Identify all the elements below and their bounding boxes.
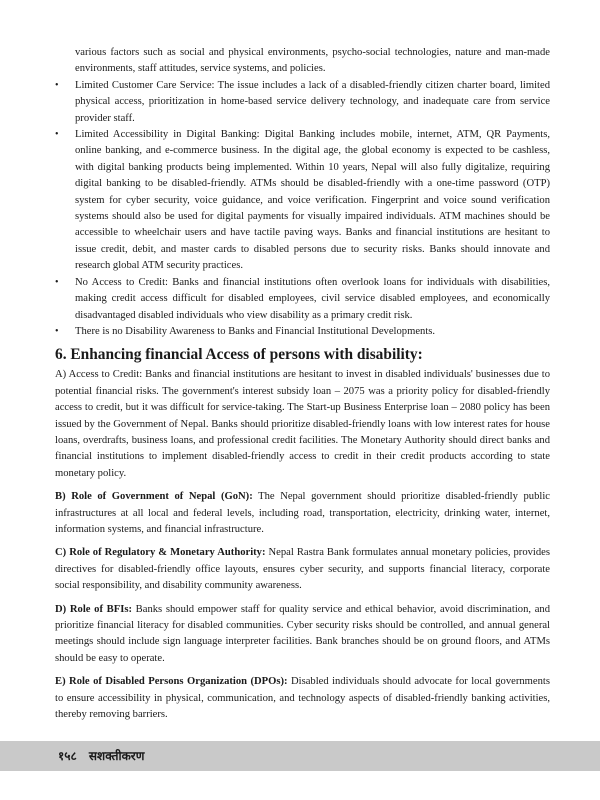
page-body (55, 45, 550, 723)
paragraph-text: Nepal Rastra Bank formulates annual monetary policies, provides directives for disabled-friendly office layouts, ensures cyber security, and supports financial literacy, corporate social responsibility, and disability community awareness. (55, 547, 550, 592)
paragraph-role-of-dpos (55, 674, 550, 723)
footer-text (58, 747, 152, 764)
paragraph-role-of-bfis (55, 602, 550, 668)
page-number: १५८ (58, 749, 77, 763)
list-item (55, 78, 550, 127)
list-item-text: Limited Customer Care Service: The issue includes a lack of a disabled-friendly citizen charter board, limited physical access, prioritization in home-based service delivery technology, and inadequate care from service provider staff. (75, 79, 550, 124)
intro-continuation: various factors such as social and physical environments, psycho-social technologies, nature and man-made environments, staff attitudes, service systems, and policies. (75, 47, 550, 75)
list-item (55, 127, 550, 275)
paragraph-label: B) Role of Government of Nepal (GoN): (55, 491, 253, 503)
paragraph-text: Banks should empower staff for quality service and ethical behavior, avoid discrimination, and prioritize financial literacy for disabled communities. Cyber security risks should be controlled, and annual general meetings should include sign language interpreter facilities. Bank branches should be on ground floors, and ATMs should be easy to operate. (55, 603, 550, 664)
section-heading: 6. Enhancing financial Access of persons with disability: (55, 346, 423, 364)
paragraph-label: D) Role of BFIs: (55, 603, 132, 615)
list-item-text: There is no Disability Awareness to Banks and Financial Institutional Developments. (75, 325, 436, 337)
bullet-icon: • (55, 129, 59, 141)
bullet-icon: • (55, 276, 59, 288)
bullet-icon: • (55, 79, 59, 91)
list-item-text: No Access to Credit: Banks and financial institutions often overlook loans for individuals with disabilities, making credit access difficult for disabled employees, civil service disabled employees, and economically disadvantaged disabled individuals who view disability as a primary credit risk. (75, 276, 550, 321)
paragraph-role-of-government (55, 489, 550, 538)
list-item (55, 275, 550, 324)
paragraph-role-of-regulatory-authority (55, 545, 550, 594)
paragraph-label: E) Role of Disabled Persons Organization (DPOs): (55, 676, 288, 688)
bullet-icon: • (55, 325, 59, 337)
paragraph-label: C) Role of Regulatory & Monetary Authority: (55, 547, 266, 559)
paragraph-access-to-credit: A) Access to Credit: Banks and financial institutions are hesitant to invest in disabled individuals' businesses due to potential financial risks. The government's interest subsidy loan – 2075 was a priority policy for disabled-friendly access to credit, but it was difficult for service-taking. The Start-up Business Enterprise loan – 2080 policy has been issued by the Government of Nepal. Banks should prioritize disabled-friendly loans with low interest rates for house loans, overdrafts, business loans, and professional credit facilities. The Monetary Authority should direct banks and financial institutions to implement disabled-friendly access to credit in their credit products according to state monetary policy. (55, 369, 550, 479)
paragraph-text: The Nepal government should prioritize disabled-friendly public infrastructures at all local and federal levels, including road, transportation, electricity, drinking water, internet, information systems, and financial infrastructure. (55, 491, 550, 535)
publication-name: सशक्तीकरण (88, 749, 145, 763)
paragraph-text: Disabled individuals should advocate for local governments to ensure accessibility in physical, communication, and technology aspects of disabled-friendly banking activities, thereby removing barriers. (55, 676, 550, 721)
list-item (55, 324, 550, 340)
page-footer (0, 741, 600, 771)
list-item-text: Limited Accessibility in Digital Banking: Digital Banking includes mobile, internet, ATM, QR Payments, online banking, and e-commerce business. In the digital age, the global economy is expected to be cashless, with digital banking products being implemented. Within 10 years, Nepal will also fully digitalize, requiring digital banking to be disabled-friendly. ATMs should be disabled-friendly with a one-time password (OTP) system for cyber security, voice guidance, and voice verification. Fingerprint and voice sound verification systems should also be used for digital payments for visually impaired individuals. ATM machines should be accessible to wheelchair users and have tactile paving ways. Banks and financial institutions are hesitant to issue credit, debit, and master cards to disabled persons due to security risks. Banks should innovate and research global ATM security practices. (75, 129, 550, 272)
issues-list (55, 78, 550, 341)
